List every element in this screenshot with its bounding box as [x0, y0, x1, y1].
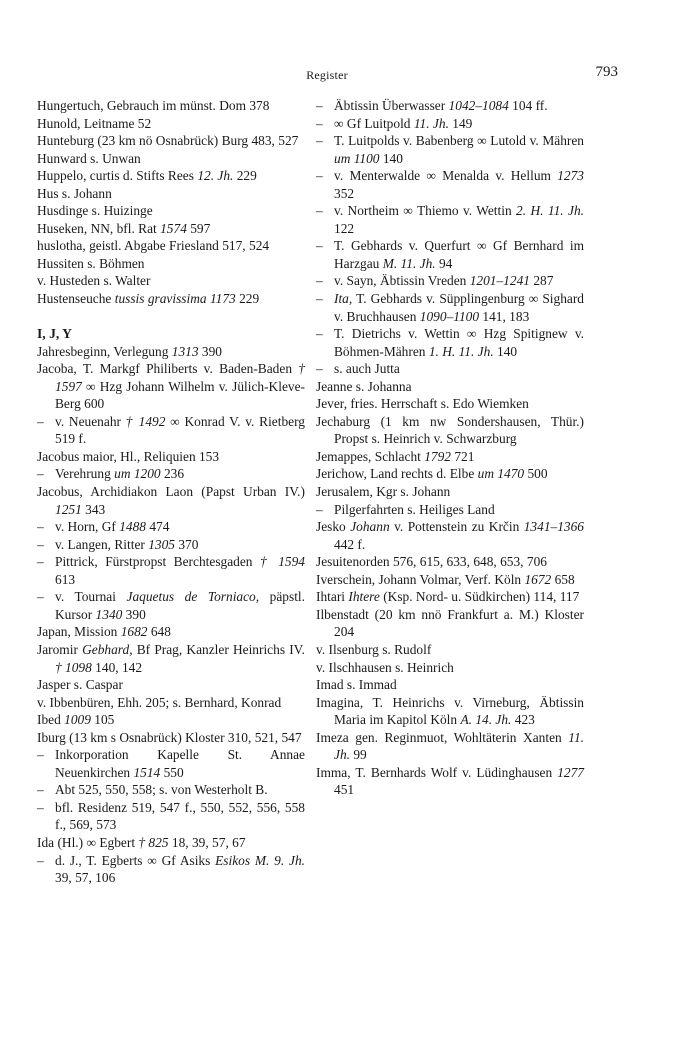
- entry-text: 18, 39, 57, 67: [168, 834, 246, 850]
- dash-mark: –: [316, 203, 323, 219]
- section-heading: [37, 325, 305, 343]
- entry-text: v. Husteden s. Walter: [37, 273, 151, 289]
- entry-text: I, J, Y: [37, 326, 72, 342]
- index-entry: [37, 360, 305, 413]
- entry-text: Imagina, T. Heinrichs v. Virneburg, Äbtissin Maria im Kapitol Köln: [316, 694, 584, 728]
- index-entry: [316, 413, 584, 448]
- entry-text: Husdinge s. Huizinge: [37, 203, 153, 219]
- index-entry: [37, 729, 305, 747]
- italic-text: 1277: [557, 764, 584, 780]
- dash-mark: –: [37, 589, 44, 605]
- index-subentry: [37, 413, 305, 448]
- italic-text: 1042–1084: [448, 98, 509, 113]
- entry-text: d. J., T. Egberts ∞ Gf Asiks: [55, 852, 216, 868]
- index-entry: [37, 202, 305, 220]
- italic-text: tussis gravissima 1173: [114, 291, 236, 307]
- italic-text: 1201–1241: [469, 273, 530, 289]
- entry-text: ∞ Gf Luitpold: [334, 115, 414, 131]
- italic-text: 1682: [120, 624, 148, 640]
- entry-text: (Ksp. Nord- u. Südkirchen) 114, 117: [379, 589, 580, 605]
- entry-text: v. Neuenahr: [55, 413, 126, 429]
- italic-text: 12. Jh.: [197, 168, 234, 184]
- index-subentry: [37, 536, 305, 554]
- index-entry: [37, 237, 305, 255]
- italic-text: † 825: [138, 834, 169, 850]
- index-subentry: [37, 518, 305, 536]
- index-entry: [37, 676, 305, 694]
- dash-mark: –: [37, 519, 44, 535]
- entry-text: v. Tournai: [55, 589, 127, 605]
- entry-text: 140: [493, 343, 518, 359]
- italic-text: A. 14. Jh.: [460, 712, 512, 728]
- index-subentry: [316, 97, 584, 115]
- entry-text: 149: [448, 115, 473, 131]
- entry-text: Hus s. Johann: [37, 185, 112, 201]
- index-entry: [316, 659, 584, 677]
- entry-text: v. Ilsenburg s. Rudolf: [316, 641, 432, 657]
- entry-text: 99: [350, 747, 367, 763]
- entry-text: 613: [55, 571, 76, 587]
- entry-text: v. Ibbenbüren, Ehh. 205; s. Bernhard, Konrad: [37, 694, 282, 710]
- italic-text: 1305: [148, 536, 175, 552]
- entry-text: Abt 525, 550, 558; s. von Westerholt B.: [55, 782, 268, 798]
- index-entry: [37, 483, 305, 518]
- entry-text: Ihtari: [316, 589, 349, 605]
- index-subentry: [316, 272, 584, 290]
- index-subentry: [316, 290, 584, 325]
- entry-text: 352: [334, 185, 355, 201]
- right-column: [316, 97, 584, 799]
- italic-text: 1792: [424, 448, 451, 464]
- spacer: [37, 308, 305, 326]
- entry-text: Huseken, NN, bfl. Rat: [37, 220, 161, 236]
- dash-mark: –: [316, 168, 323, 184]
- entry-text: Japan, Mission: [37, 624, 121, 640]
- entry-text: Hunold, Leitname 52: [37, 115, 152, 131]
- index-entry: [316, 378, 584, 396]
- entry-text: 39, 57, 106: [55, 870, 116, 886]
- italic-text: † 1098: [55, 659, 92, 675]
- italic-text: 1672: [524, 571, 552, 587]
- italic-text: Ihtere: [348, 589, 380, 605]
- index-entry: [37, 694, 305, 712]
- index-entry: [37, 641, 305, 676]
- entry-text: huslotha, geistl. Abgabe Friesland 517, 524: [37, 238, 270, 254]
- entry-text: 721: [451, 448, 475, 464]
- entry-text: Imad s. Immad: [316, 677, 397, 693]
- index-entry: [316, 764, 584, 799]
- entry-text: v. Pottenstein zu Krčin: [389, 519, 524, 535]
- italic-text: 1090–1100: [419, 308, 480, 324]
- italic-text: M. 11. Jh.: [382, 255, 436, 271]
- index-entry: [37, 185, 305, 203]
- index-subentry: [316, 325, 584, 360]
- entry-text: Ibed: [37, 712, 65, 728]
- entry-text: v. Langen, Ritter: [55, 536, 149, 552]
- entry-text: 597: [186, 220, 211, 236]
- italic-text: 1488: [119, 519, 146, 535]
- index-entry: [37, 150, 305, 168]
- index-subentry: [37, 465, 305, 483]
- italic-text: um 1100: [334, 150, 380, 166]
- entry-text: ∞ Konrad V. v. Rietberg 519 f.: [55, 413, 306, 447]
- italic-text: 1341–1366: [523, 519, 584, 535]
- italic-text: Esikos M. 9. Jh.: [215, 852, 305, 868]
- entry-text: Jechaburg (1 km nw Sondershausen, Thür.) Propst s. Heinrich v. Schwarzburg: [316, 413, 584, 447]
- entry-text: 229: [235, 291, 260, 307]
- entry-text: Hunteburg (23 km nö Osnabrück) Burg 483, 527: [37, 133, 299, 149]
- entry-text: 500: [524, 466, 548, 482]
- entry-text: Jesko: [316, 519, 351, 535]
- index-entry: [316, 448, 584, 466]
- index-entry: [316, 729, 584, 764]
- entry-text: 451: [334, 782, 355, 798]
- italic-text: 11. Jh.: [413, 115, 449, 131]
- entry-text: 442 f.: [334, 536, 366, 552]
- index-subentry: [316, 360, 584, 378]
- italic-text: 1340: [95, 606, 123, 622]
- left-column: [37, 97, 305, 887]
- index-entry: [316, 588, 584, 606]
- entry-text: 343: [81, 501, 106, 517]
- index-entry: [37, 97, 305, 115]
- entry-text: Jerichow, Land rechts d. Elbe: [316, 466, 478, 482]
- index-subentry: [316, 237, 584, 272]
- entry-text: Ilbenstadt (20 km nnö Frankfurt a. M.) Kloster 204: [316, 606, 584, 640]
- entry-text: Hunward s. Unwan: [37, 150, 141, 166]
- index-entry: [37, 290, 305, 308]
- italic-text: 1. H. 11. Jh.: [428, 343, 494, 359]
- entry-text: Jeanne s. Johanna: [316, 378, 412, 394]
- index-entry: [37, 711, 305, 729]
- entry-text: Jever, fries. Herrschaft s. Edo Wiemken: [316, 396, 529, 412]
- dash-mark: –: [37, 554, 44, 570]
- entry-text: v. Horn, Gf: [55, 519, 120, 535]
- italic-text: um 1200: [114, 466, 161, 482]
- italic-text: 1009: [64, 712, 91, 728]
- entry-text: v. Northeim ∞ Thiemo v. Wettin: [334, 203, 517, 219]
- italic-text: 1574: [160, 220, 187, 236]
- entry-text: 105: [90, 712, 115, 728]
- entry-text: Verehrung: [55, 466, 115, 482]
- index-entry: [316, 518, 584, 553]
- entry-text: 122: [334, 220, 355, 236]
- italic-text: 1313: [171, 343, 199, 359]
- index-subentry: [316, 501, 584, 519]
- page-number: 793: [595, 64, 618, 80]
- entry-text: 390: [198, 343, 222, 359]
- entry-text: Pittrick, Fürstpropst Berchtesgaden: [55, 554, 260, 570]
- italic-text: 2. H. 11. Jh.: [516, 203, 584, 219]
- dash-mark: –: [37, 413, 44, 429]
- entry-text: 140: [379, 150, 403, 166]
- index-entry: [316, 483, 584, 501]
- entry-text: Inkorporation Kapelle St. Annae Neuenkirchen: [55, 747, 305, 780]
- index-subentry: [37, 852, 305, 887]
- index-entry: [37, 272, 305, 290]
- entry-text: T. Luitpolds v. Babenberg ∞ Lutold v. Mähren: [334, 133, 584, 149]
- page-header: [36, 64, 618, 86]
- index-entry: [37, 343, 305, 361]
- entry-text: 140, 142: [91, 659, 143, 675]
- dash-mark: –: [316, 326, 323, 342]
- entry-text: päpstl. Kursor: [55, 589, 306, 622]
- entry-text: 236: [160, 466, 185, 482]
- index-entry: [316, 395, 584, 413]
- entry-text: 94: [435, 255, 453, 271]
- dash-mark: –: [37, 466, 44, 482]
- dash-mark: –: [316, 273, 323, 289]
- index-entry: [37, 255, 305, 273]
- entry-text: Iverschein, Johann Volmar, Verf. Köln: [316, 571, 525, 587]
- italic-text: Johann: [350, 519, 390, 535]
- index-entry: [37, 448, 305, 466]
- index-subentry: [37, 746, 305, 781]
- entry-text: 104 ff.: [508, 98, 548, 113]
- index-subentry: [37, 553, 305, 588]
- running-head: Register: [306, 68, 348, 82]
- entry-text: Hungertuch, Gebrauch im münst. Dom 378: [37, 98, 270, 113]
- entry-text: Ida (Hl.) ∞ Egbert: [37, 834, 139, 850]
- index-subentry: [37, 781, 305, 799]
- index-entry: [37, 167, 305, 185]
- entry-text: 229: [233, 168, 257, 184]
- entry-text: Huppelo, curtis d. Stifts Rees: [37, 168, 198, 184]
- entry-text: Pilgerfahrten s. Heiliges Land: [334, 501, 495, 517]
- entry-text: ∞ Hzg Johann Wilhelm v. Jülich-Kleve-Berg 600: [55, 378, 305, 412]
- index-entry: [316, 465, 584, 483]
- entry-text: T. Dietrichs v. Wettin ∞ Hzg Spitignew v. Böhmen-Mähren: [334, 326, 584, 359]
- dash-mark: –: [37, 799, 44, 815]
- index-subentry: [37, 588, 305, 623]
- entry-text: s. auch Jutta: [334, 361, 400, 377]
- entry-text: Hustenseuche: [37, 291, 115, 307]
- dash-mark: –: [316, 361, 323, 377]
- index-entry: [37, 623, 305, 641]
- index-entry: [316, 553, 584, 571]
- italic-text: um 1470: [477, 466, 525, 482]
- entry-text: 287: [529, 273, 554, 289]
- dash-mark: –: [316, 291, 323, 307]
- entry-text: Imeza gen. Reginmuot, Wohltäterin Xanten: [316, 729, 569, 745]
- index-entry: [316, 676, 584, 694]
- entry-text: 370: [175, 536, 199, 552]
- dash-mark: –: [37, 782, 44, 798]
- entry-text: Jasper s. Caspar: [37, 677, 123, 693]
- entry-text: T. Gebhards v. Querfurt ∞ Gf Bernhard im Harzgau: [334, 238, 584, 271]
- entry-text: 658: [551, 571, 575, 587]
- dash-mark: –: [316, 133, 323, 149]
- italic-text: † 1492: [125, 413, 166, 429]
- entry-text: Bf Prag, Kanzler Heinrichs IV.: [132, 641, 305, 657]
- index-subentry: [37, 799, 305, 834]
- entry-text: v. Sayn, Äbtissin Vreden: [334, 273, 470, 289]
- dash-mark: –: [316, 238, 323, 254]
- index-entry: [316, 571, 584, 589]
- entry-text: Jaromir: [37, 641, 83, 657]
- dash-mark: –: [37, 536, 44, 552]
- italic-text: Jaquetus de Torniaco,: [126, 589, 260, 605]
- entry-text: Jacobus, Archidiakon Laon (Papst Urban IV.): [37, 484, 305, 500]
- entry-text: v. Menterwalde ∞ Menalda v. Hellum: [334, 168, 558, 184]
- italic-text: 1251: [55, 501, 82, 517]
- index-entry: [37, 220, 305, 238]
- entry-text: Äbtissin Überwasser: [334, 98, 449, 113]
- dash-mark: –: [316, 501, 323, 517]
- entry-text: Jahresbeginn, Verlegung: [37, 343, 172, 359]
- entry-text: Jemappes, Schlacht: [316, 448, 425, 464]
- index-entry: [316, 606, 584, 641]
- entry-text: 474: [146, 519, 170, 535]
- dash-mark: –: [316, 115, 323, 131]
- entry-text: 423: [511, 712, 535, 728]
- entry-text: v. Ilschhausen s. Heinrich: [316, 659, 454, 675]
- entry-text: 141, 183: [479, 308, 530, 324]
- entry-text: bfl. Residenz 519, 547 f., 550, 552, 556, 558 f., 569, 573: [55, 799, 305, 833]
- index-entry: [37, 132, 305, 150]
- entry-text: T. Gebhards v. Süpplingenburg ∞ Sighard v. Bruchhausen: [334, 291, 584, 324]
- italic-text: Gebhard,: [82, 641, 133, 657]
- italic-text: Ita,: [334, 291, 353, 307]
- entry-text: 390: [122, 606, 146, 622]
- index-entry: [316, 694, 584, 729]
- entry-text: 648: [147, 624, 171, 640]
- italic-text: 1514: [133, 764, 161, 780]
- entry-text: Jerusalem, Kgr s. Johann: [316, 484, 451, 500]
- entry-text: Imma, T. Bernhards Wolf v. Lüdinghausen: [316, 764, 558, 780]
- index-subentry: [316, 115, 584, 133]
- entry-text: Jacoba, T. Markgf Philiberts v. Baden-Baden: [37, 361, 299, 377]
- dash-mark: –: [37, 852, 44, 868]
- entry-text: Jacobus maior, Hl., Reliquien 153: [37, 448, 220, 464]
- italic-text: 11. Jh.: [334, 729, 584, 763]
- entry-text: Hussiten s. Böhmen: [37, 255, 145, 271]
- italic-text: † 1597: [55, 361, 305, 394]
- index-subentry: [316, 132, 584, 167]
- italic-text: 1273: [557, 168, 584, 184]
- entry-text: Jesuitenorden 576, 615, 633, 648, 653, 706: [316, 554, 547, 570]
- entry-text: 550: [160, 764, 184, 780]
- dash-mark: –: [37, 747, 44, 763]
- index-entry: [37, 834, 305, 852]
- italic-text: † 1594: [259, 554, 305, 570]
- entry-text: Iburg (13 km s Osnabrück) Kloster 310, 521, 547: [37, 729, 302, 745]
- index-entry: [37, 115, 305, 133]
- index-subentry: [316, 202, 584, 237]
- index-subentry: [316, 167, 584, 202]
- dash-mark: –: [316, 98, 323, 113]
- index-entry: [316, 641, 584, 659]
